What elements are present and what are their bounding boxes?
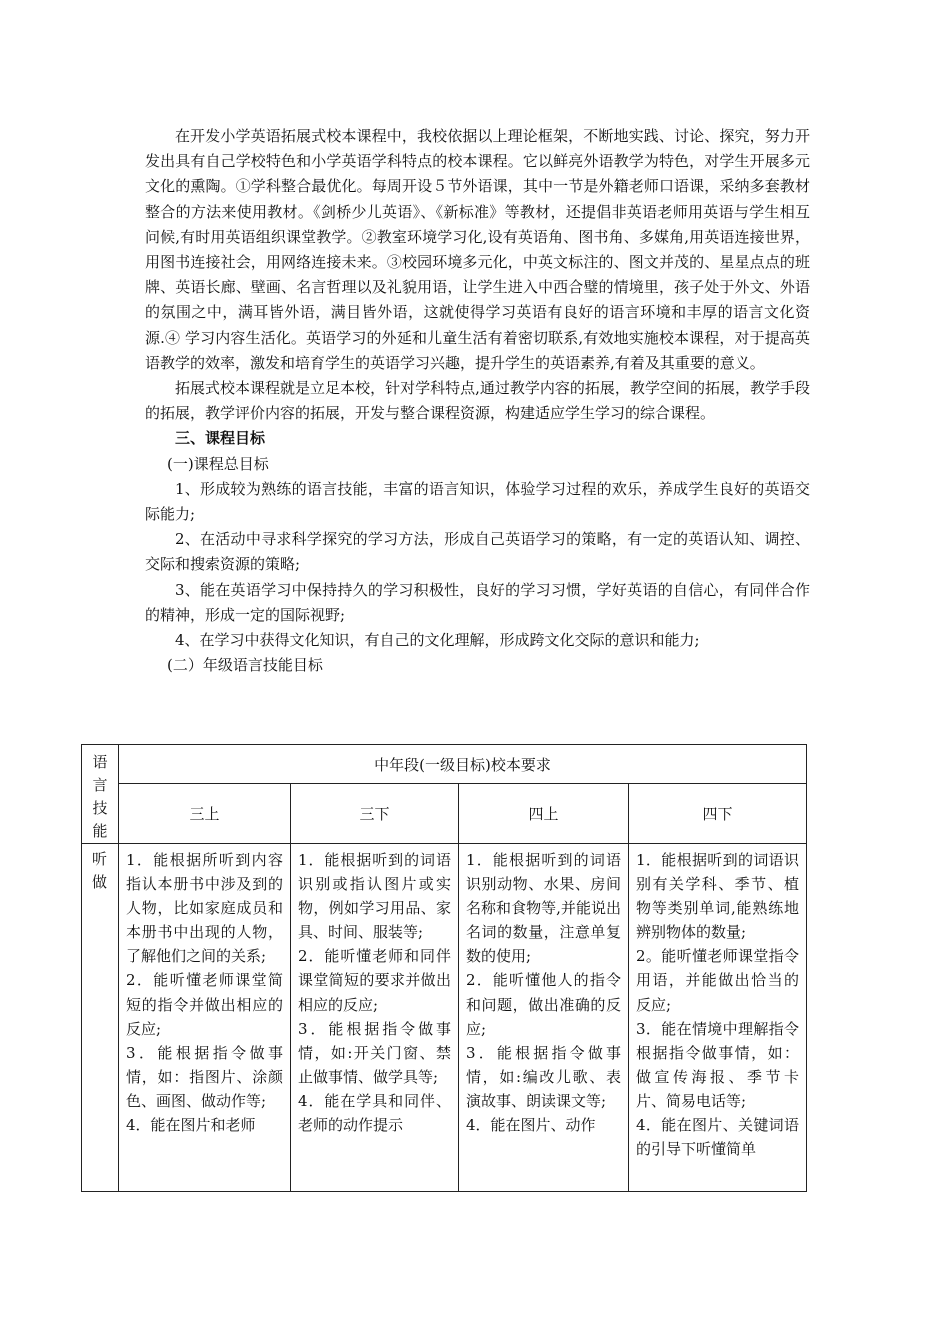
skills-table	[81, 744, 807, 1192]
row-label-listen-do: 听 做	[82, 844, 119, 1192]
subheading-overall-goals: (一)课程总目标	[167, 454, 269, 473]
goal-item: 2、在活动中寻求科学探究的学习方法，形成自己英语学习的策略，有一定的英语认知、调控、交际和搜索资源的策略;	[145, 530, 810, 574]
cell-item: 2．能听懂他人的指令和问题，做出准确的反应;	[466, 971, 621, 1038]
table-header: 中年段(一级目标)校本要求	[119, 745, 807, 784]
cell-item: 2。能听懂老师课堂指令用语，并能做出恰当的反应;	[636, 947, 800, 1014]
table-cell	[119, 844, 291, 1192]
paragraph-intro: 在开发小学英语拓展式校本课程中，我校依据以上理论框架，不断地实践、讨论、探究，努力开发出具有自己学校特色和小学英语学科特点的校本课程。它以鲜亮外语教学为特色，对学生开展多元文化的熏陶。①学科整合最优化。每周开设５节外语课，其中一节是外籍老师口语课，采纳多套教材整合的方法来使用教材。《剑桥少儿英语》、《新标准》等教材，还提倡非英语老师用英语与学生相互问候,有时用英语组织课堂教学。②教室环境学习化,设有英语角、图书角、多媒角,用英语连接世界，用图书连接社会，用网络连接未来。③校园环境多元化，中英文标注的、图文并茂的、星星点点的班牌、英语长廊、壁画、名言哲理以及礼貌用语，让学生进入中西合璧的情境里，孩子处于外文、外语的氛围之中，满耳皆外语，满目皆外语，这就使得学习英语有良好的语言环境和丰厚的语言文化资源.④ 学习内容生活化。英语学习的外延和儿童生活有着密切联系,有效地实施校本课程，对于提高英语教学的效率，激发和培育学生的英语学习兴趣，提升学生的英语素养,有着及其重要的意义。	[145, 127, 810, 372]
semester-header: 四下	[629, 784, 807, 844]
cell-item: 3．能根据指令做事情，如：指图片、涂颜色、画图、做动作等;	[126, 1043, 283, 1110]
semester-header: 三上	[119, 784, 291, 844]
cell-item: 4．能在学具和同伴、老师的动作提示	[298, 1091, 451, 1135]
cell-item: 3．能根据指令做事情，如:编改儿歌、表演故事、朗读课文等;	[466, 1043, 621, 1110]
table-cell	[629, 844, 807, 1192]
cell-item: 1．能根据听到的词语识别或指认图片或实物，例如学习用品、家具、时间、服装等;	[298, 851, 451, 942]
cell-item: 1．能根据所听到内容指认本册书中涉及到的人物，比如家庭成员和本册书中出现的人物，了解他们之间的关系;	[126, 851, 283, 966]
cell-item: 2．能听懂老师和同伴课堂简短的要求并做出相应的反应;	[298, 947, 451, 1014]
cell-item: 4．能在图片、动作	[466, 1116, 596, 1135]
cell-item: 3．能在情境中理解指令根据指令做事情，如：做宣传海报、季节卡片、简易电话等;	[636, 1019, 800, 1110]
cell-item: 1．能根据听到的词语识别动物、水果、房间名称和食物等,并能说出名词的数量，注意单复数的使用;	[466, 851, 621, 966]
table-cell	[291, 844, 459, 1192]
section-heading: 三、课程目标	[175, 429, 266, 448]
subheading-grade-goals: (二）年级语言技能目标	[167, 656, 323, 675]
cell-item: 2．能听懂老师课堂简短的指令并做出相应的反应;	[126, 971, 283, 1038]
semester-header: 四上	[459, 784, 629, 844]
cell-item: 3．能根据指令做事情，如:开关门窗、禁止做事情、做学具等;	[298, 1019, 451, 1086]
cell-item: 4．能在图片、关键词语的引导下听懂简单	[636, 1116, 800, 1159]
table-corner-label: 语 言 技 能	[82, 745, 119, 844]
goal-item: 4、在学习中获得文化知识，有自己的文化理解，形成跨文化交际的意识和能力;	[175, 631, 700, 650]
body-text	[145, 124, 810, 678]
semester-header: 三下	[291, 784, 459, 844]
goal-item: 3、能在英语学习中保持持久的学习积极性，良好的学习习惯，学好英语的自信心，有同伴合作的精神，形成一定的国际视野;	[145, 580, 810, 624]
goal-item: 1、形成较为熟练的语言技能，丰富的语言知识，体验学习过程的欢乐，养成学生良好的英语交际能力;	[145, 479, 810, 524]
table-cell	[459, 844, 629, 1192]
cell-item: 4．能在图片和老师	[126, 1116, 256, 1135]
cell-item: 1．能根据听到的词语识别有关学科、季节、植物等类别单词,能熟练地辨别物体的数量;	[636, 851, 800, 942]
paragraph-definition: 拓展式校本课程就是立足本校，针对学科特点,通过教学内容的拓展，教学空间的拓展，教学手段的拓展，教学评价内容的拓展，开发与整合课程资源，构建适应学生学习的综合课程。	[145, 379, 810, 423]
